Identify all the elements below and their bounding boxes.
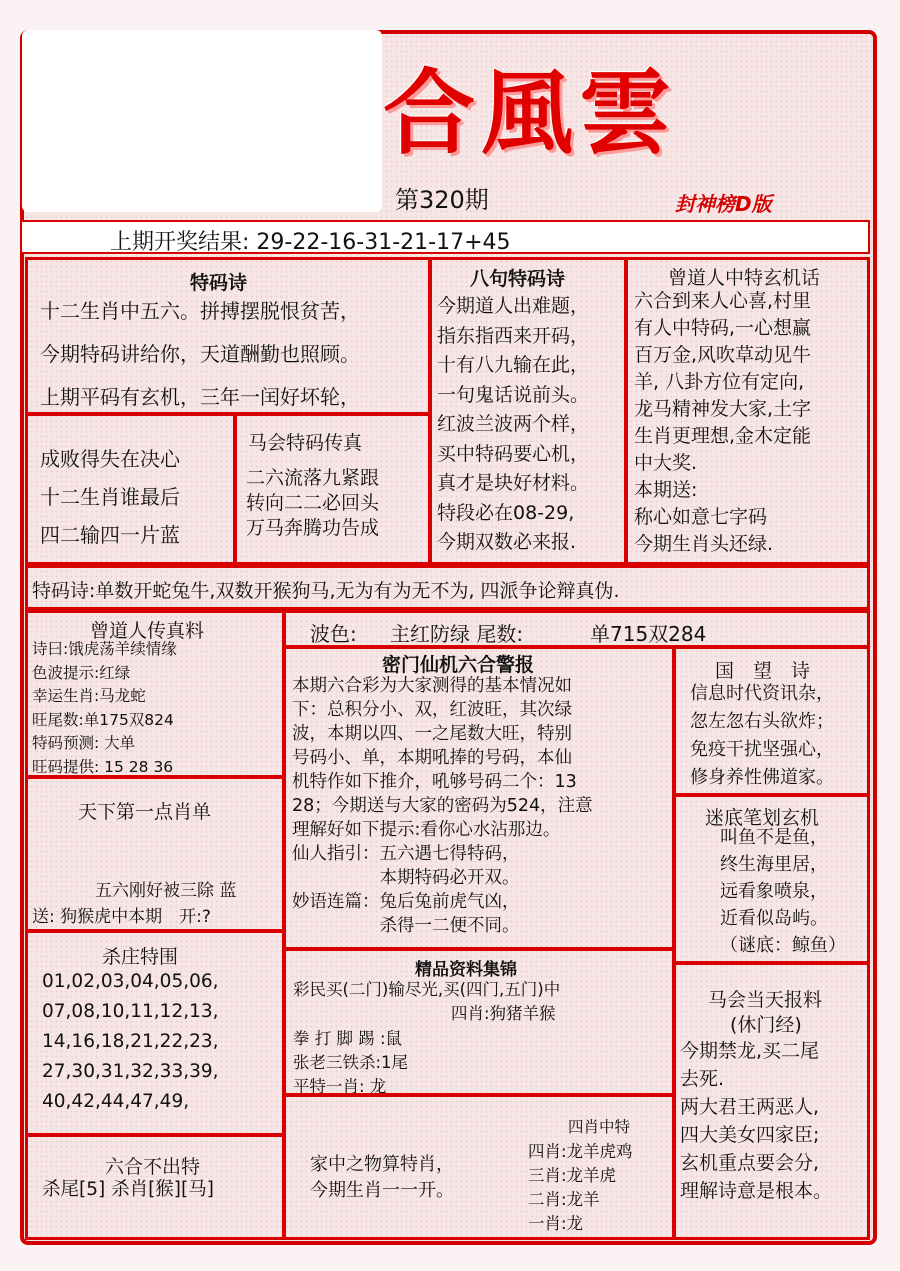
eight-line-lines: 今期道人出难题， 指东指西来开码， 十有八九输在此， 一句鬼话说前头。 红波兰波两个样， 买中特码要心机， 真才是块好材料。 特段必在08-29, 今期双数必来报. <box>437 295 590 553</box>
guowang-lines: 信息时代资讯杂， 忽左忽右头欲炸； 免疫干扰坚强心， 修身养性佛道家。 <box>690 683 834 788</box>
tema-poem-lines: 十二生肖中五六。拼搏摆脱恨贫苦， 今期特码讲给你，天道酬勤也照顾。 上期平码有玄机，三年一闰好坏轮， <box>40 299 360 409</box>
wave-tail: 单715双284 <box>590 622 707 646</box>
zeng-daoren-lines: 六合到来人心喜,村里 有人中特码,一心想赢 百万金,风吹草动见牛 羊, 八卦方位有定向, 龙马精神发大家,土字 生肖更理想,金木定能 中大奖. 本期送: 称心如意七字码 今期生肖头还绿. <box>634 290 812 555</box>
wave-label: 波色: <box>310 622 357 646</box>
eight-line-title: 八句特码诗 <box>470 268 566 290</box>
jingpin-quan: 拳 打 脚 踢 :鼠 <box>293 1029 403 1048</box>
edition-label: 封神榜D版 <box>675 192 772 216</box>
horse-tema-lines: 二六流落九紧跟 转向二二必回头 万马奔腾功告成 <box>246 467 380 539</box>
zeng-true-lines: 诗曰:饿虎荡羊续情缘 色波提示:红绿 幸运生肖:马龙蛇 旺尾数:单175双824 特码预测: 大单 旺码提供: 15 28 36 <box>32 640 177 776</box>
zeng-daoren-title: 曾道人中特玄机话 <box>668 267 821 289</box>
mimi-title: 迷底笔划玄机 <box>705 807 820 829</box>
tema-poem2: 特码诗:单数开蛇兔牛,双数开猴狗马,无为有为无不为, 四派争论辩真伪. <box>32 580 620 602</box>
jingpin-pingte: 平特一肖: 龙 <box>293 1077 387 1096</box>
shazhuang-numbers: 01,02,03,04,05,06, 07,08,10,11,12,13, 14,16,18,21,22,23, 27,30,31,32,33,39, 40,42,44,47,49, <box>42 971 219 1112</box>
sixiao-lines: 四肖:龙羊虎鸡 三肖:龙羊虎 二肖:龙羊 一肖:龙 <box>528 1142 633 1233</box>
mimi-lines: 叫鱼不是鱼， 终生海里居， 远看象喷泉， 近看似岛屿。 （谜底：鲸鱼） <box>720 827 846 956</box>
zeng-true-title: 曾道人传真料 <box>90 620 205 642</box>
blank-panel <box>22 30 382 212</box>
tema-poem-cont: 成败得失在决心 十二生肖谁最后 四二输四一片蓝 <box>40 447 180 547</box>
jingpin-lines: 彩民买(二门)输尽光,买(四门,五门)中 四肖:狗猪羊猴 <box>293 980 561 1023</box>
tianxia-title: 天下第一点肖单 <box>78 801 212 823</box>
mahui-title: 马会当天报料 <box>708 989 823 1011</box>
wave-value: 主红防绿 尾数: <box>390 622 524 646</box>
shazhuang-title: 杀庄特围 <box>102 946 179 968</box>
jingpin-title: 精品资料集锦 <box>415 960 517 980</box>
liuhe-line: 杀尾[5] 杀肖[猴][马] <box>42 1179 214 1200</box>
logo: 合風雲 <box>383 59 678 167</box>
guowang-title: 国 望 诗 <box>715 660 811 682</box>
jingpin-zhang: 张老三铁杀:1尾 <box>293 1053 409 1072</box>
sixiao-title: 四肖中特 <box>568 1118 631 1136</box>
mimen-title: 密门仙机六合警报 <box>382 654 535 676</box>
tema-poem-title: 特码诗 <box>190 272 248 294</box>
mahui-lines: 今期禁龙,买二尾 去死. 两大君王两恶人, 四大美女四家臣; 玄机重点要会分, 理解诗意是根本。 <box>680 1040 833 1202</box>
mimen-lines: 本期六合彩为大家测得的基本情况如 下：总积分小、双，红波旺，其次绿 波，本期以四、一之尾数大旺，特别 号码小、单，本期吼捧的号码，本仙 机特作如下推介，吼够号码二个：13 28；今期送与大家的密码为524，注意 理解好如下提示:看你心水沾那边。 仙人指引：五六遇七得特码， 本期特码必开双。 妙语连篇：兔后兔前虎气凶， 杀得一二便不同。 <box>292 676 593 936</box>
tianxia-line2: 送: 狗猴虎中本期 开:? <box>32 907 211 927</box>
last-result: 上期开奖结果: 29-22-16-31-21-17+45 <box>110 230 511 255</box>
horse-tema-title: 马会特码传真 <box>248 432 363 454</box>
liuhe-title: 六合不出特 <box>105 1156 201 1178</box>
jiazhong-lines: 家中之物算特肖， 今期生肖一一开。 <box>310 1154 454 1201</box>
issue-number: 第320期 <box>395 186 489 214</box>
mahui-subtitle: (休门经) <box>730 1014 802 1036</box>
wave-box <box>283 610 870 648</box>
tianxia-line1: 五六刚好被三除 蓝 <box>95 881 237 901</box>
